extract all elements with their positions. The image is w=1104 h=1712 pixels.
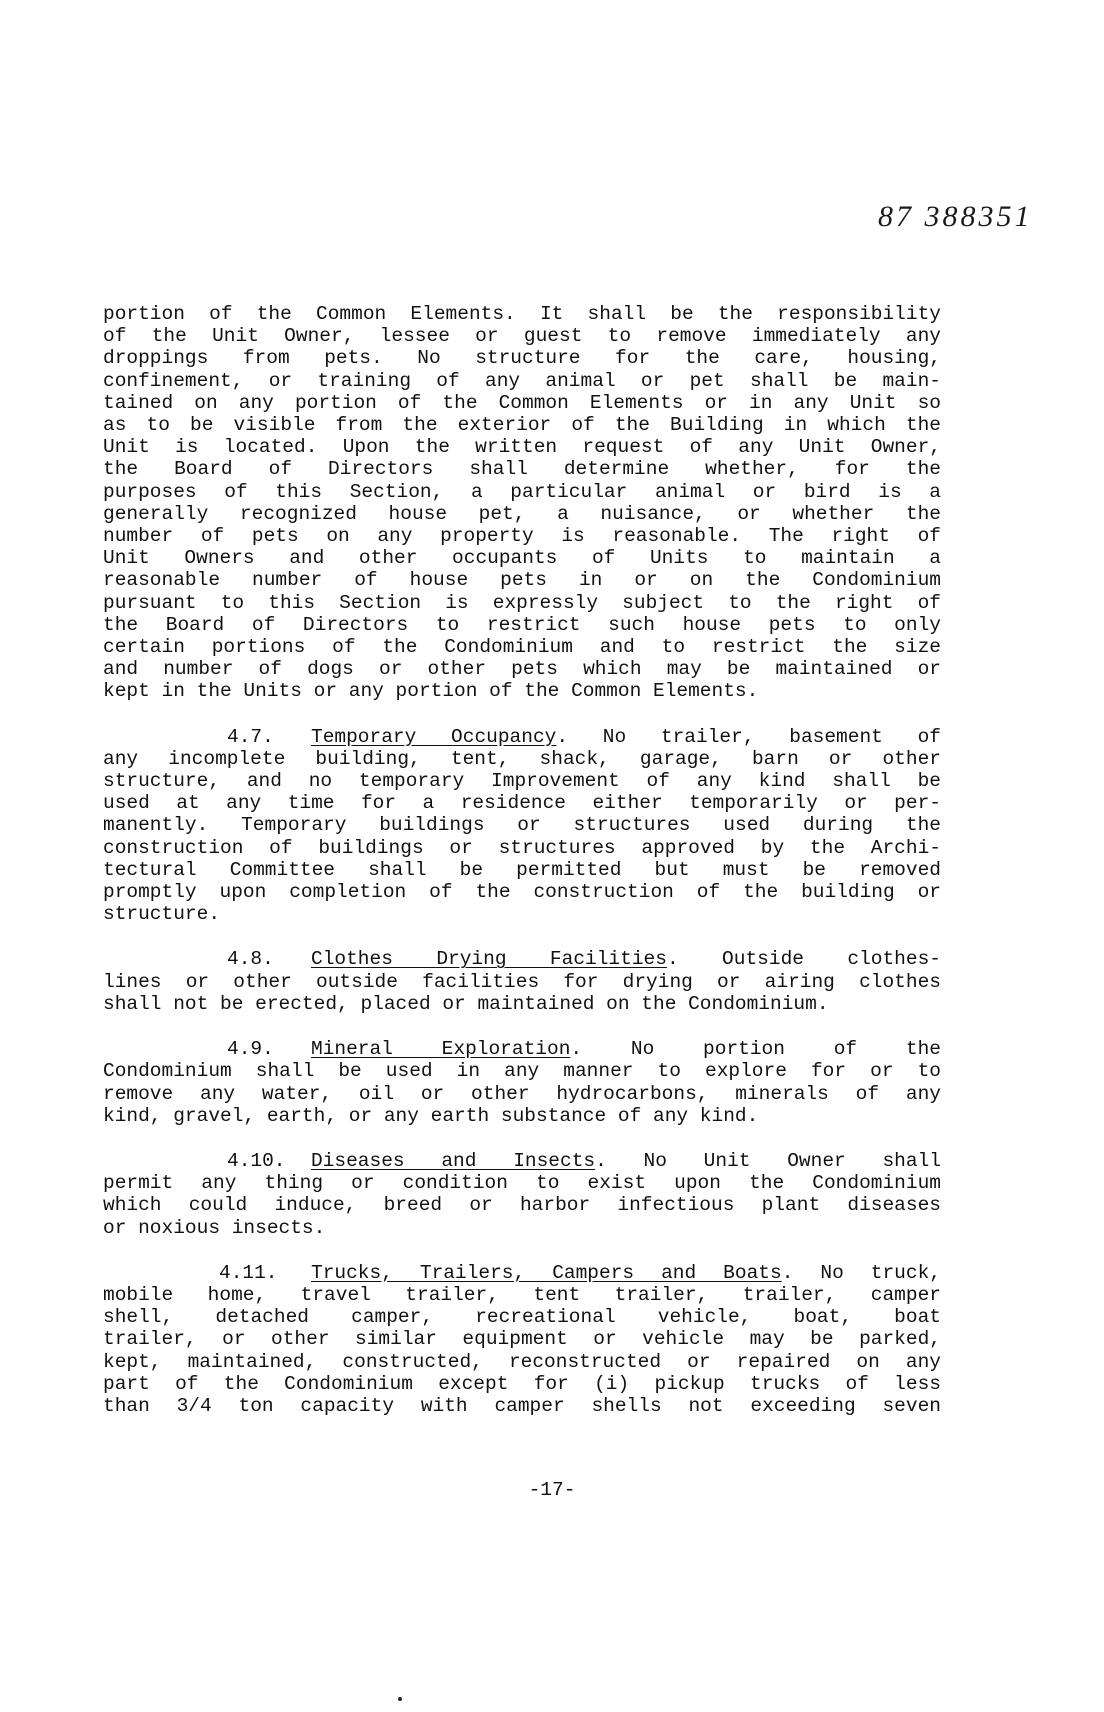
paragraph-line: permit any thing or condition to exist upon the Condominium [103, 1172, 941, 1195]
section-heading: Clothes Drying Facilities [311, 948, 667, 971]
paragraph-line: as to be visible from the exterior of the Building in which the [103, 414, 941, 437]
paragraph-line: structure, and no temporary Improvement of any kind shall be [103, 770, 941, 793]
paragraph-line: used at any time for a residence either temporarily or per- [103, 792, 941, 815]
paragraph-line: portion of the Common Elements. It shall be the responsibility [103, 303, 941, 325]
section-number: 4.9. [227, 1038, 274, 1061]
section-first-line [103, 1038, 941, 1060]
section-4-10 [103, 1150, 941, 1239]
section-first-line-text: . No portion of the [570, 1038, 941, 1061]
paragraph-line: kind, gravel, earth, or any earth substance of any kind. [103, 1104, 759, 1127]
paragraph-line: structure. [103, 903, 221, 926]
paragraph-line: remove any water, oil or other hydrocarbons, minerals of any [103, 1082, 941, 1105]
paragraph-line: Unit is located. Upon the written request of any Unit Owner, [103, 436, 941, 459]
paragraph-line: shell, detached camper, recreational vehicle, boat, boat [103, 1306, 941, 1329]
paragraph-line: number of pets on any property is reasonable. The right of [103, 525, 941, 548]
paragraph-line: construction of buildings or structures approved by the Archi- [103, 836, 941, 859]
paragraph-line: manently. Temporary buildings or structures used during the [103, 814, 941, 837]
paragraph-line: any incomplete building, tent, shack, garage, barn or other [103, 747, 941, 770]
section-first-line [103, 1262, 941, 1284]
paragraph-line: and number of dogs or other pets which may be maintained or [103, 658, 941, 681]
paragraph-line: kept, maintained, constructed, reconstructed or repaired on any [103, 1350, 941, 1373]
section-heading: Mineral Exploration [311, 1038, 571, 1061]
paragraph-line: Unit Owners and other occupants of Units to maintain a [103, 547, 941, 570]
paragraph-line: of the Unit Owner, lessee or guest to remove immediately any [103, 325, 941, 348]
paragraph-line: shall not be erected, placed or maintained on the Condominium. [103, 992, 829, 1015]
section-first-line [103, 726, 941, 748]
paragraph-line: mobile home, travel trailer, tent trailer, trailer, camper [103, 1283, 941, 1306]
section-4-7 [103, 726, 941, 926]
section-first-line-text: . No Unit Owner shall [595, 1149, 941, 1172]
paragraph-line: purposes of this Section, a particular animal or bird is a [103, 480, 941, 503]
section-number: 4.10. [227, 1149, 286, 1172]
section-number: 4.11. [219, 1261, 278, 1284]
paragraph-line: kept in the Units or any portion of the Common Elements. [103, 680, 759, 703]
section-heading: Temporary Occupancy [311, 725, 557, 748]
section-number: 4.7. [227, 725, 274, 748]
paragraph-line: Condominium shall be used in any manner to explore for or to [103, 1060, 941, 1083]
page-body [103, 303, 941, 1440]
section-number: 4.8. [227, 948, 274, 971]
paragraph-line: generally recognized house pet, a nuisance, or whether the [103, 502, 941, 525]
section-heading: Diseases and Insects [311, 1149, 596, 1172]
section-4-11 [103, 1262, 941, 1417]
section-4-8 [103, 948, 941, 1015]
section-heading: Trucks, Trailers, Campers and Boats [311, 1261, 782, 1284]
paragraph-line: the Board of Directors to restrict such house pets to only [103, 613, 941, 636]
paragraph-line: than 3/4 ton capacity with camper shells not exceeding seven [103, 1394, 941, 1417]
paragraph-line: lines or other outside facilities for drying or airing clothes [103, 970, 941, 993]
section-first-line-text: . Outside clothes- [666, 948, 941, 971]
section-first-line-text: . No trailer, basement of [556, 725, 941, 748]
paragraph-line: trailer, or other similar equipment or vehicle may be parked, [103, 1328, 941, 1351]
section-first-line-text: . No truck, [781, 1261, 941, 1284]
paragraph-line: which could induce, breed or harbor infectious plant diseases [103, 1194, 941, 1217]
page-number: -17- [528, 1479, 576, 1501]
document-number: 87 388351 [878, 200, 1033, 233]
paragraph-line: droppings from pets. No structure for the care, housing, [103, 347, 941, 370]
paragraph-line: confinement, or training of any animal or pet shall be main- [103, 369, 941, 392]
section-first-line [103, 948, 941, 970]
section-first-line [103, 1150, 941, 1172]
paragraph-line: promptly upon completion of the construction of the building or [103, 881, 941, 904]
paragraph-line: part of the Condominium except for (i) pickup trucks of less [103, 1372, 941, 1395]
paragraph-line: tectural Committee shall be permitted but must be removed [103, 858, 941, 881]
section-4-9 [103, 1038, 941, 1127]
scan-speck [398, 1697, 402, 1701]
paragraph-line: the Board of Directors shall determine whether, for the [103, 458, 941, 481]
paragraph-line: reasonable number of house pets in or on the Condominium [103, 569, 941, 592]
paragraph-line: or noxious insects. [103, 1216, 326, 1239]
paragraph-line: tained on any portion of the Common Elements or in any Unit so [103, 391, 941, 414]
paragraph-line: pursuant to this Section is expressly subject to the right of [103, 591, 941, 614]
paragraph-line: certain portions of the Condominium and to restrict the size [103, 636, 941, 659]
pets-paragraph [103, 303, 941, 703]
